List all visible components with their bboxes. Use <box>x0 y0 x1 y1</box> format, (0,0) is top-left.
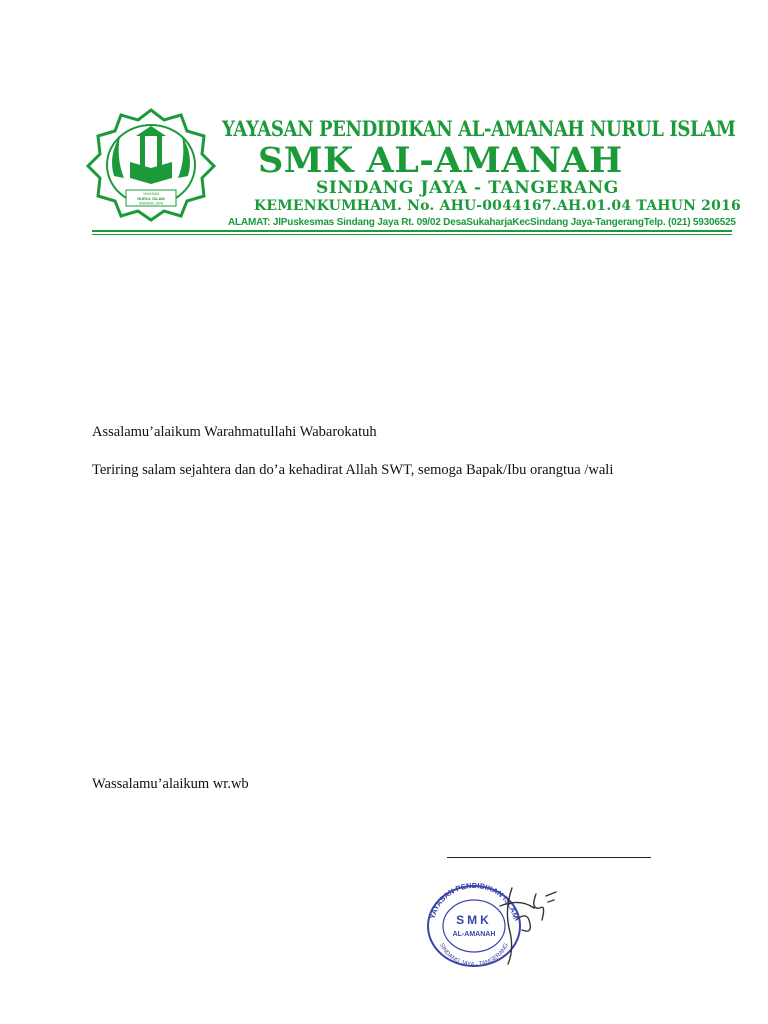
stamp-center-bottom: AL-AMANAH <box>452 931 496 938</box>
school-stamp-icon <box>424 880 564 968</box>
letterhead <box>0 0 768 240</box>
stamp-center-top: SMK <box>456 913 492 927</box>
stamp-bottom-text: SINDANG JAYA - TANGERANG <box>438 942 510 968</box>
logo-text-1: YAYASAN <box>142 192 160 196</box>
letterhead-rule-thick <box>92 230 732 232</box>
intro-text: Teriring salam sejahtera dan do’a kehadirat Allah SWT, semoga Bapak/Ibu orangtua /wali <box>92 462 614 478</box>
greeting-text: Assalamu’alaikum Warahmatullahi Wabarokatuh <box>92 424 377 440</box>
stamp-ring-text: YAYASAN PENDIDIKAN ISLAM <box>427 880 521 920</box>
school-logo-icon <box>84 106 218 222</box>
logo-text-3: SINDANG JAYA <box>138 201 164 206</box>
closing-text: Wassalamu’alaikum wr.wb <box>92 776 249 792</box>
logo-text-2: NURUL ISLAM <box>137 196 165 201</box>
registration-number: KEMENKUMHAM. No. AHU-0044167.AH.01.04 TAHUN 2016 <box>254 198 741 214</box>
school-address: ALAMAT: JlPuskesmas Sindang Jaya Rt. 09/02 DesaSukaharjaKecSindang Jaya-TangerangTelp. (021) 59306525 <box>228 217 736 228</box>
signature-line <box>447 857 651 858</box>
letterhead-rule-thin <box>92 234 732 235</box>
school-location: SINDANG JAYA - TANGERANG <box>316 178 619 198</box>
school-name: SMK AL-AMANAH <box>258 140 623 181</box>
svg-text:SINDANG JAYA - TANGERANG <box>438 942 510 968</box>
foundation-name: YAYASAN PENDIDIKAN AL-AMANAH NURUL ISLAM <box>222 116 736 141</box>
